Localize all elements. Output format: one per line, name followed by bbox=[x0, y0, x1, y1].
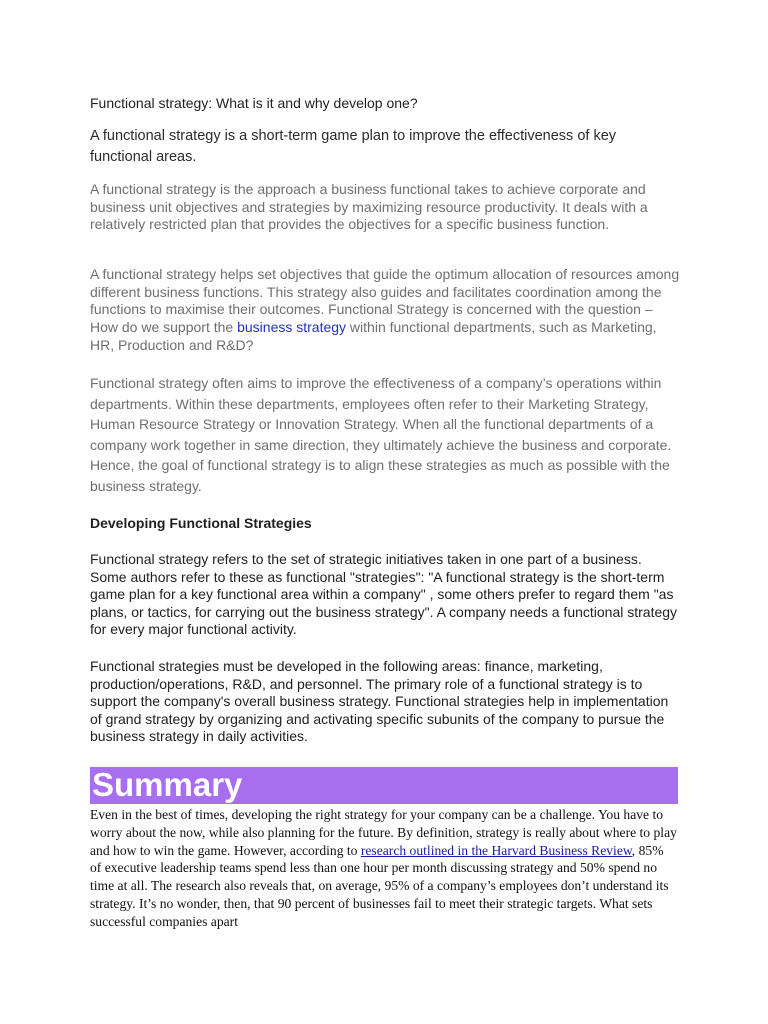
document-title: Functional strategy: What is it and why develop one? bbox=[90, 95, 418, 111]
summary-paragraph bbox=[90, 806, 678, 931]
paragraph-definition: A functional strategy is the approach a business functional takes to achieve corporate and business unit objectives and strategies by maximizing resource productivity. It deals with a relatively restricted plan that provides the objectives for a specific business function. bbox=[90, 181, 648, 233]
harvard-research-link[interactable]: research outlined in the Harvard Business Review bbox=[360, 842, 632, 858]
section-heading: Developing Functional Strategies bbox=[90, 515, 312, 531]
business-strategy-link[interactable]: business strategy bbox=[237, 319, 347, 336]
paragraph-objectives-text-start: A functional strategy helps set objectives that guide the optimum allocation of resources among different business functions. This strategy also guides and facilitates coordination among the functions to maximise their outcomes. Functional Strategy is concerned with the question – How do we support the bbox=[90, 266, 680, 336]
lead-paragraph: A functional strategy is a short-term game plan to improve the effectiveness of key functional areas. bbox=[90, 128, 617, 165]
summary-text-end: , 85% of executive leadership teams spend less than one hour per month discussing strategy and 50% spend no time at all. The research also reveals that, on average, 95% of a company’s employees don’t understand its strategy. It’s no wonder, then, that 90 percent of businesses fail to meet their strategic targets. What sets successful companies apart bbox=[90, 842, 669, 929]
paragraph-initiatives: Functional strategy refers to the set of strategic initiatives taken in one part of a business. Some authors refer to these as functional "strategies": "A functional strategy is the short-term game plan for a key functional area within a company" , some others prefer to regard them "as plans, or tactics, for carrying out the business strategy". A company needs a functional strategy for every major functional activity. bbox=[90, 551, 678, 637]
summary-banner bbox=[90, 767, 678, 804]
paragraph-effectiveness: Functional strategy often aims to improve the effectiveness of a company’s operations within departments. Within these departments, employees often refer to their Marketing Strategy, Human Resource Strategy or Innovation Strategy. When all the functional departments of a company work together in same direction, they ultimately achieve the business and corporate. Hence, the goal of functional strategy is to align these strategies as much as possible with the business strategy. bbox=[90, 375, 672, 494]
paragraph-objectives bbox=[90, 266, 680, 355]
summary-heading: Summary bbox=[92, 766, 243, 803]
summary-text-start: Even in the best of times, developing the right strategy for your company can be a challenge. You have to worry about the now, while also planning for the future. By definition, strategy is really about where to play and how to win the game. However, according to bbox=[90, 807, 677, 858]
paragraph-areas: Functional strategies must be developed in the following areas: finance, marketing, production/operations, R&D, and personnel. The primary role of a functional strategy is to support the company's overall business strategy. Functional strategies help in implementation of grand strategy by organizing and activating specific subunits of the company to pursue the business strategy in daily activities. bbox=[90, 658, 669, 744]
paragraph-objectives-text-end: within functional departments, such as Marketing, HR, Production and R&D? bbox=[90, 319, 657, 353]
